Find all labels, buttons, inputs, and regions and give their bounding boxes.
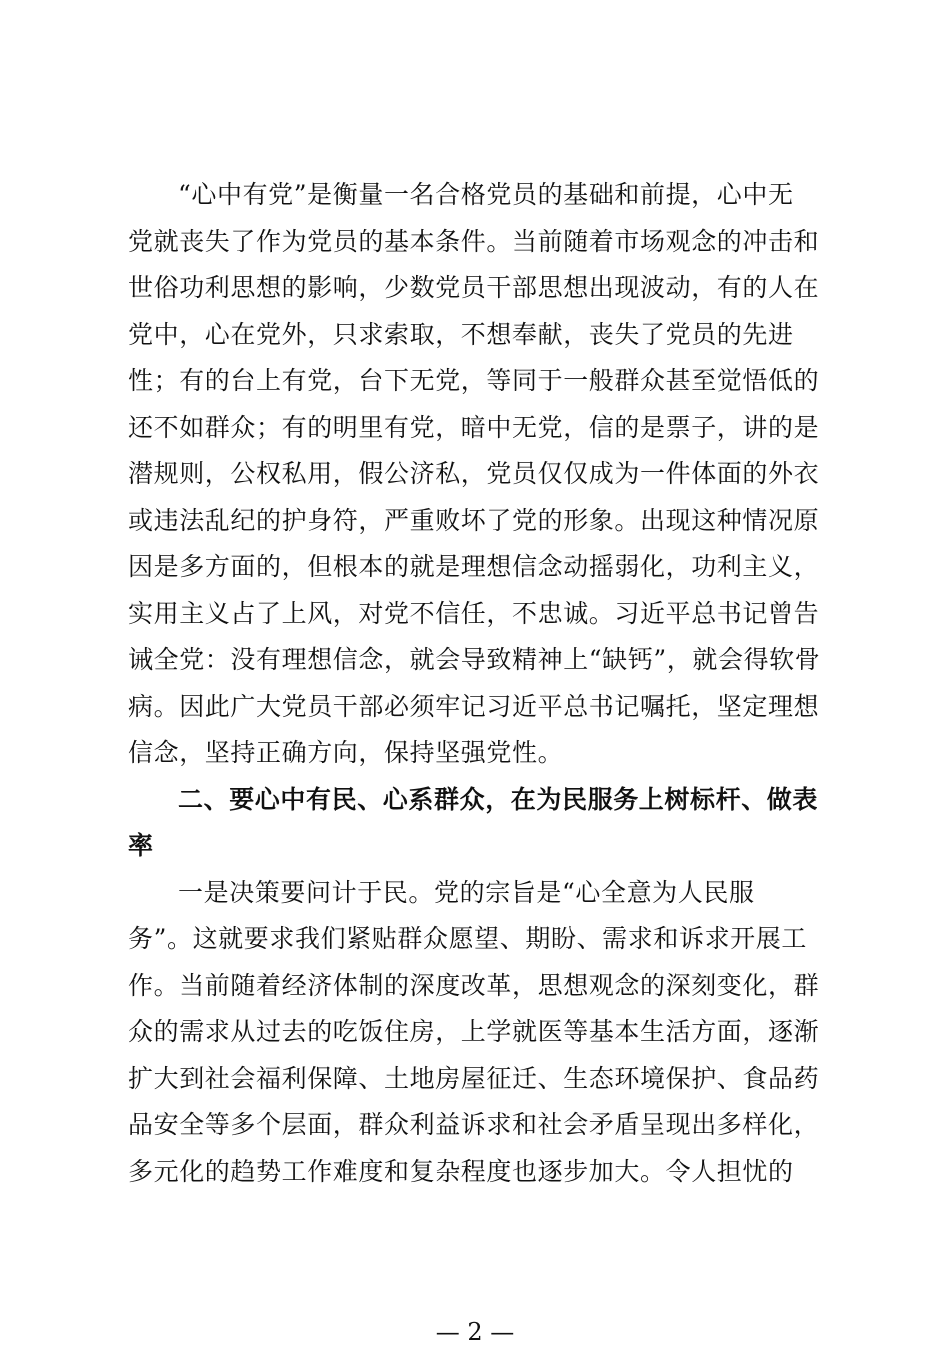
paragraph-line: 或违法乱纪的护身符，严重败坏了党的形象。出现这种情况原 bbox=[128, 505, 820, 535]
paragraph-line: 因是多方面的，但根本的就是理想信念动摇弱化，功利主义， bbox=[128, 552, 820, 581]
paragraph-line: 性；有的台上有党，台下无党，等同于一般群众甚至觉悟低的 bbox=[128, 366, 820, 395]
paragraph-line: 世俗功利思想的影响，少数党员干部思想出现波动，有的人在 bbox=[128, 273, 820, 302]
paragraph-line: 扩大到社会福利保障、土地房屋征迁、生态环境保护、食品药 bbox=[128, 1063, 820, 1093]
section-heading: 二、要心中有民、心系群众，在为民服务上树标杆、做表 bbox=[178, 784, 819, 814]
paragraph-line: 党就丧失了作为党员的基本条件。当前随着市场观念的冲击和 bbox=[128, 226, 820, 256]
paragraph-line: 还不如群众；有的明里有党，暗中无党，信的是票子，讲的是 bbox=[128, 412, 820, 442]
paragraph-line: 务”。这就要求我们紧贴群众愿望、期盼、需求和诉求开展工 bbox=[128, 924, 807, 953]
paragraph-line: 党中，心在党外，只求索取，不想奉献，丧失了党员的先进 bbox=[128, 319, 794, 349]
section-heading-continued: 率 bbox=[128, 831, 154, 860]
paragraph-line: “心中有党”是衡量一名合格党员的基础和前提，心中无 bbox=[178, 180, 794, 209]
paragraph-line: 一是决策要问计于民。党的宗旨是“心全意为人民服 bbox=[178, 877, 755, 907]
paragraph-line: 潜规则，公权私用，假公济私，党员仅仅成为一件体面的外衣 bbox=[128, 459, 820, 488]
paragraph-line: 众的需求从过去的吃饭住房，上学就医等基本生活方面，逐渐 bbox=[128, 1017, 820, 1046]
paragraph-line: 品安全等多个层面，群众利益诉求和社会矛盾呈现出多样化， bbox=[128, 1110, 820, 1139]
paragraph-line: 实用主义占了上风，对党不信任，不忠诚。习近平总书记曾告 bbox=[128, 598, 820, 628]
document-body bbox=[128, 172, 824, 1195]
page-number: — 2 — bbox=[435, 1318, 515, 1346]
paragraph-line: 信念，坚持正确方向，保持坚强党性。 bbox=[128, 738, 564, 767]
paragraph-line: 病。因此广大党员干部必须牢记习近平总书记嘱托，坚定理想 bbox=[128, 691, 820, 721]
paragraph-line: 多元化的趋势工作难度和复杂程度也逐步加大。令人担忧的 bbox=[128, 1156, 794, 1186]
paragraph-line: 诫全党：没有理想信念，就会导致精神上“缺钙”，就会得软骨 bbox=[128, 645, 821, 674]
paragraph-line: 作。当前随着经济体制的深度改革，思想观念的深刻变化，群 bbox=[128, 970, 820, 1000]
